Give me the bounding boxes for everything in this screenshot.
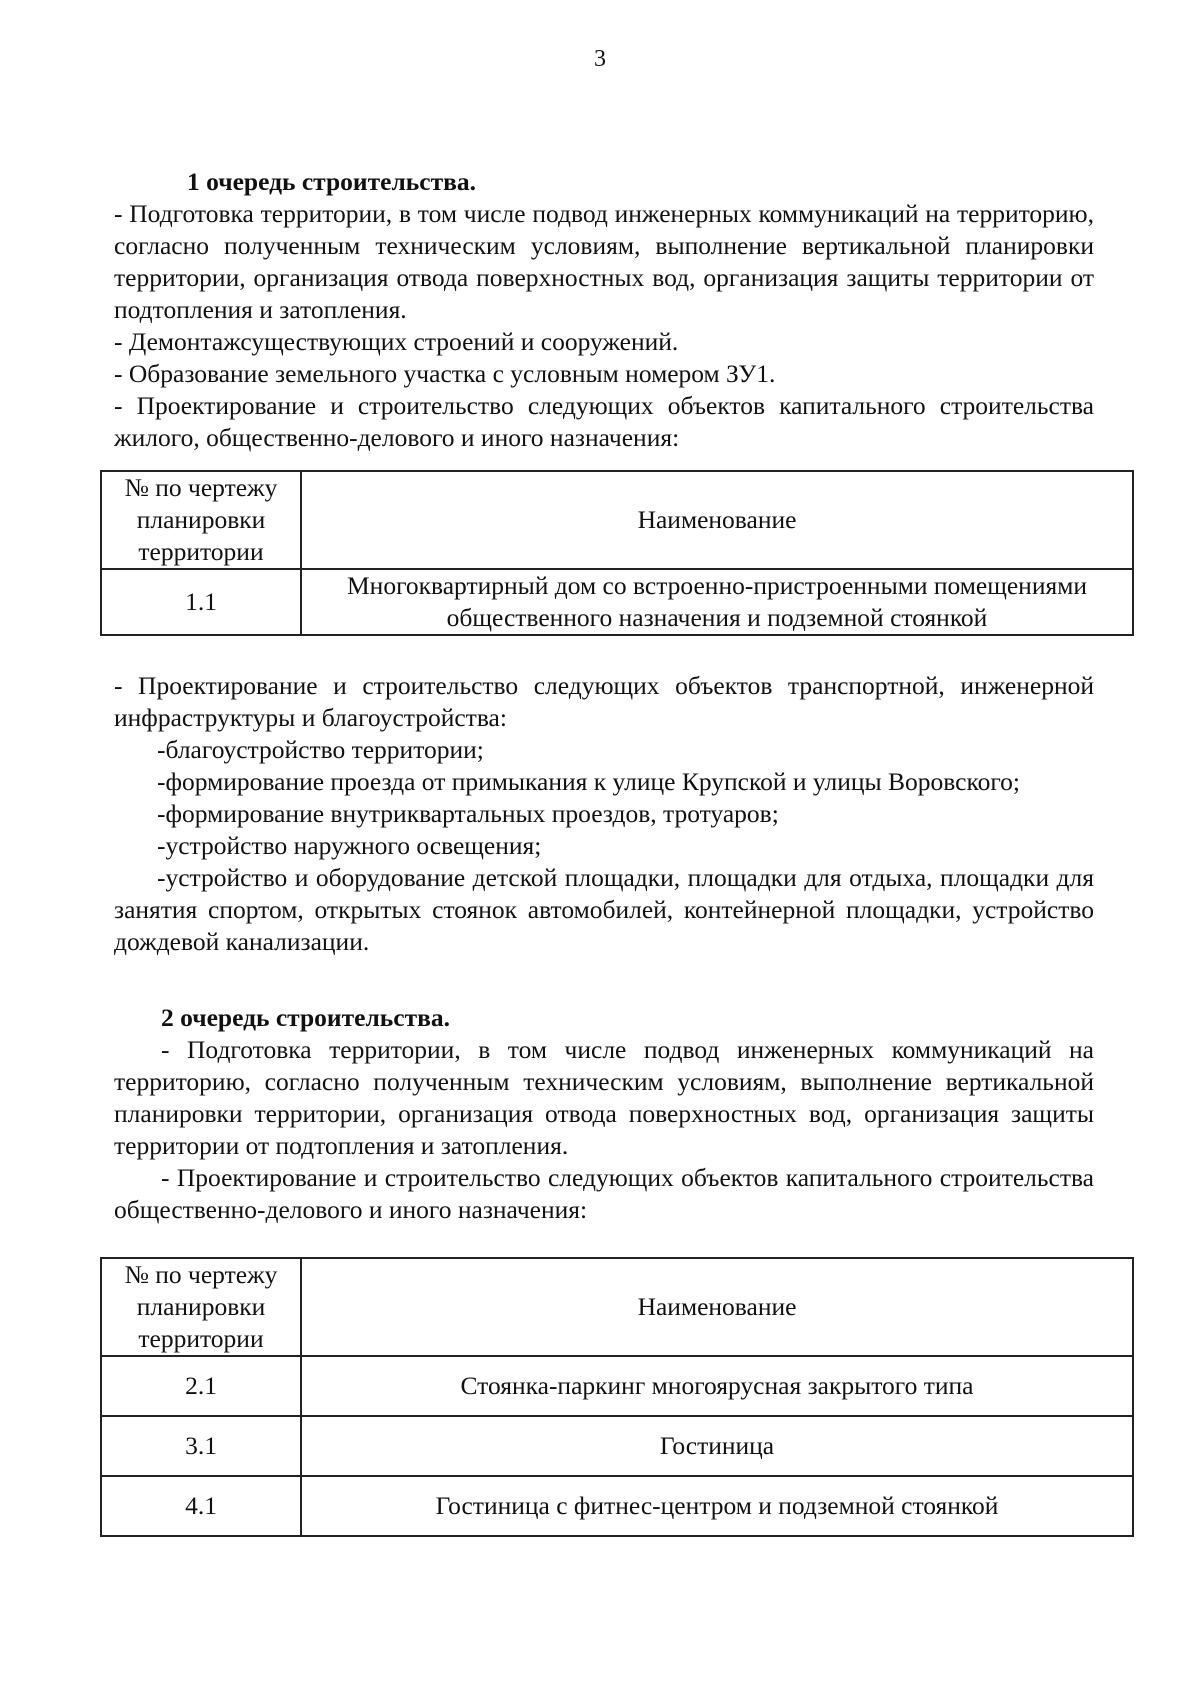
stage1-paragraph-design: - Проектирование и строительство следующих объектов капитального строительства жилого, общественно-делового и иного назначения: [114,391,1094,452]
infra-item: -формирование внутриквартальных проездов, тротуаров; [157,799,779,828]
stage2-objects-table [100,1257,1134,1537]
cell-object-name: Гостиница с фитнес-центром и подземной стоянкой [301,1476,1133,1536]
infra-item: -устройство и оборудование детской площадки, площадки для отдыха, площадки для занятия спортом, открытых стоянок автомобилей, контейнерной площадки, устройство дождевой канализации. [114,863,1094,956]
table-row [101,1356,1133,1416]
stage2-paragraph-prep: - Подготовка территории, в том числе подвод инженерных коммуникаций на территорию, согласно полученным техническим условиям, выполнение вертикальной планировки территории, организация отвода поверхностных вод, организация защиты территории от подтопления и затопления. [114,1035,1094,1160]
stage1-paragraph-land-plot: - Образование земельного участка с условным номером ЗУ1. [114,359,776,388]
table-row [101,1416,1133,1476]
cell-drawing-number: 3.1 [101,1416,301,1476]
stage1-paragraph-demolition: - Демонтажсуществующих строений и сооружений. [114,327,679,356]
column-header-name: Наименование [301,1258,1133,1356]
stage1-objects-table [100,470,1134,636]
cell-drawing-number: 1.1 [101,569,301,635]
stage2-paragraph-design: - Проектирование и строительство следующих объектов капитального строительства общественно-делового и иного назначения: [114,1163,1094,1224]
cell-object-name: Стоянка-паркинг многоярусная закрытого типа [301,1356,1133,1416]
column-header-drawing-number: № по чертежу планировки территории [101,1258,301,1356]
stage1-heading: 1 очередь строительства. [187,167,476,196]
cell-object-name: Многоквартирный дом со встроенно-пристроенными помещениями общественного назначения и подземной стоянкой [301,569,1133,635]
table-row [101,1476,1133,1536]
infra-item: -формирование проезда от примыкания к улице Крупской и улицы Воровского; [157,767,1021,796]
table-header-row [101,1258,1133,1356]
stage2-heading: 2 очередь строительства. [161,1003,450,1032]
infra-item: -устройство наружного освещения; [157,831,542,860]
table-row [101,569,1133,635]
table-header-row [101,471,1133,569]
document-body [114,166,1094,1537]
column-header-name: Наименование [301,471,1133,569]
column-header-drawing-number: № по чертежу планировки территории [101,471,301,569]
cell-drawing-number: 2.1 [101,1356,301,1416]
cell-drawing-number: 4.1 [101,1476,301,1536]
stage1-infra-intro: - Проектирование и строительство следующих объектов транспортной, инженерной инфраструктуры и благоустройства: [114,671,1094,732]
stage1-paragraph-prep: - Подготовка территории, в том числе подвод инженерных коммуникаций на территорию, согласно полученным техническим условиям, выполнение вертикальной планировки территории, организация отвода поверхностных вод, организация защиты территории от подтопления и затопления. [114,199,1094,324]
page-number: 3 [594,46,606,72]
cell-object-name: Гостиница [301,1416,1133,1476]
infra-item: -благоустройство территории; [157,735,484,764]
